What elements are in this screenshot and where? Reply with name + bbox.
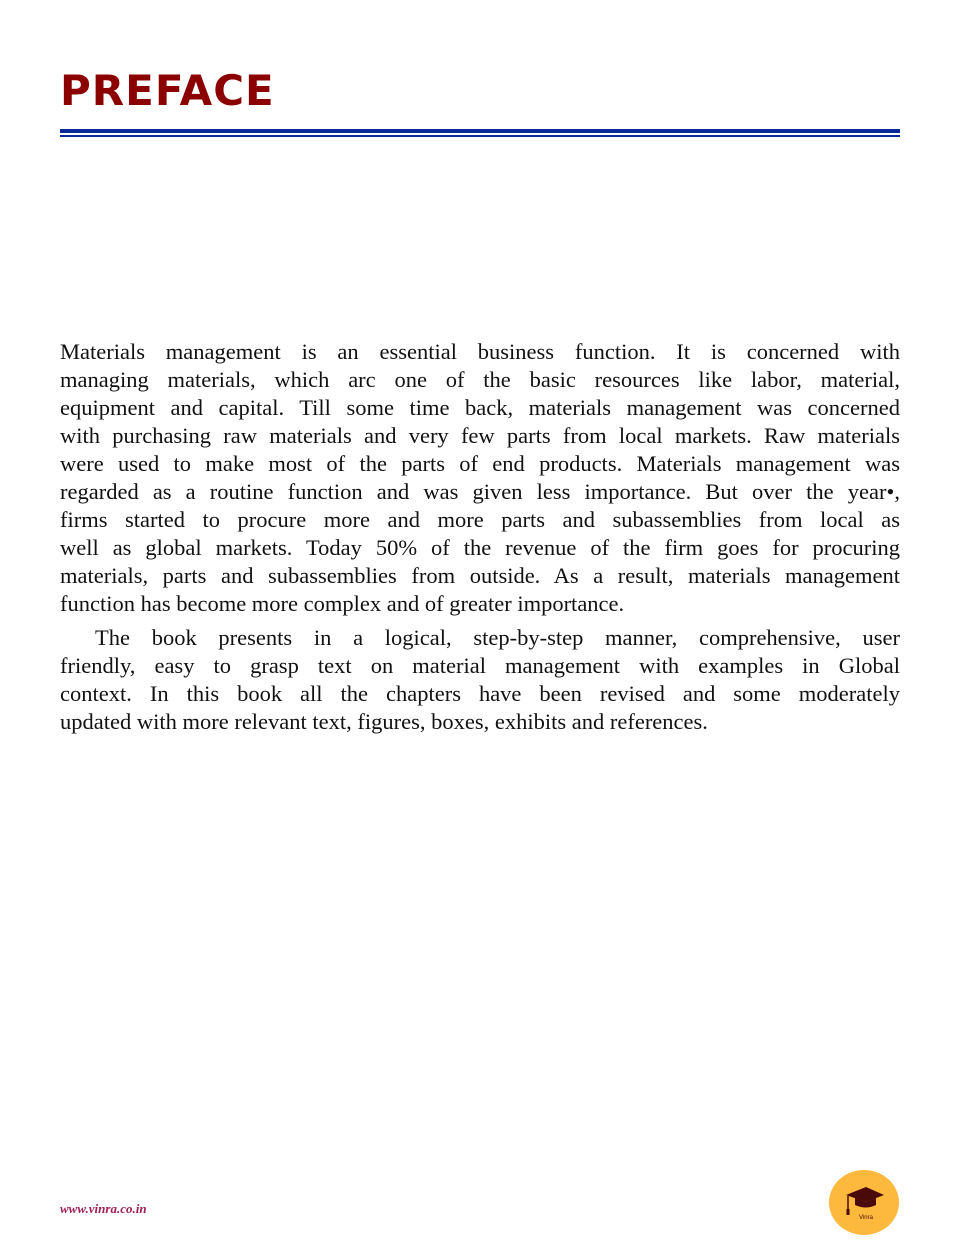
text-line: were used to make most of the parts of end products. Materials management was (60, 451, 900, 476)
text-line: well as global markets. Today 50% of the revenue of the firm goes for procuring (60, 535, 900, 560)
title-rule-thick (60, 129, 900, 133)
paragraph-2 (60, 624, 900, 736)
paragraph-1 (60, 338, 900, 618)
text-line: firms started to procure more and more parts and subassemblies from local as (60, 507, 900, 532)
text-line: context. In this book all the chapters have been revised and some moderately (60, 681, 900, 706)
publisher-logo (829, 1170, 899, 1235)
text-line: with purchasing raw materials and very few parts from local markets. Raw materials (60, 423, 900, 448)
website-link[interactable]: www.vinra.co.in (60, 1201, 147, 1216)
text-line: Materials management is an essential business function. It is concerned with (60, 339, 900, 364)
graduation-cap-icon (842, 1183, 886, 1223)
text-line: The book presents in a logical, step-by-step manner, comprehensive, user (95, 625, 900, 650)
text-line: updated with more relevant text, figures, boxes, exhibits and references. (60, 709, 708, 734)
text-line: managing materials, which arc one of the basic resources like labor, material, (60, 367, 900, 392)
page-title: PREFACE (60, 66, 275, 115)
title-rule-thin (60, 135, 900, 137)
text-line: materials, parts and subassemblies from outside. As a result, materials management (60, 563, 900, 588)
text-line: function has become more complex and of greater importance. (60, 591, 625, 616)
preface-body (60, 338, 900, 736)
text-line: friendly, easy to grasp text on material management with examples in Global (60, 653, 900, 678)
logo-text: Vinra (859, 1214, 873, 1221)
text-line: equipment and capital. Till some time back, materials management was concerned (60, 395, 900, 420)
text-line: regarded as a routine function and was given less importance. But over the year•, (60, 479, 900, 504)
